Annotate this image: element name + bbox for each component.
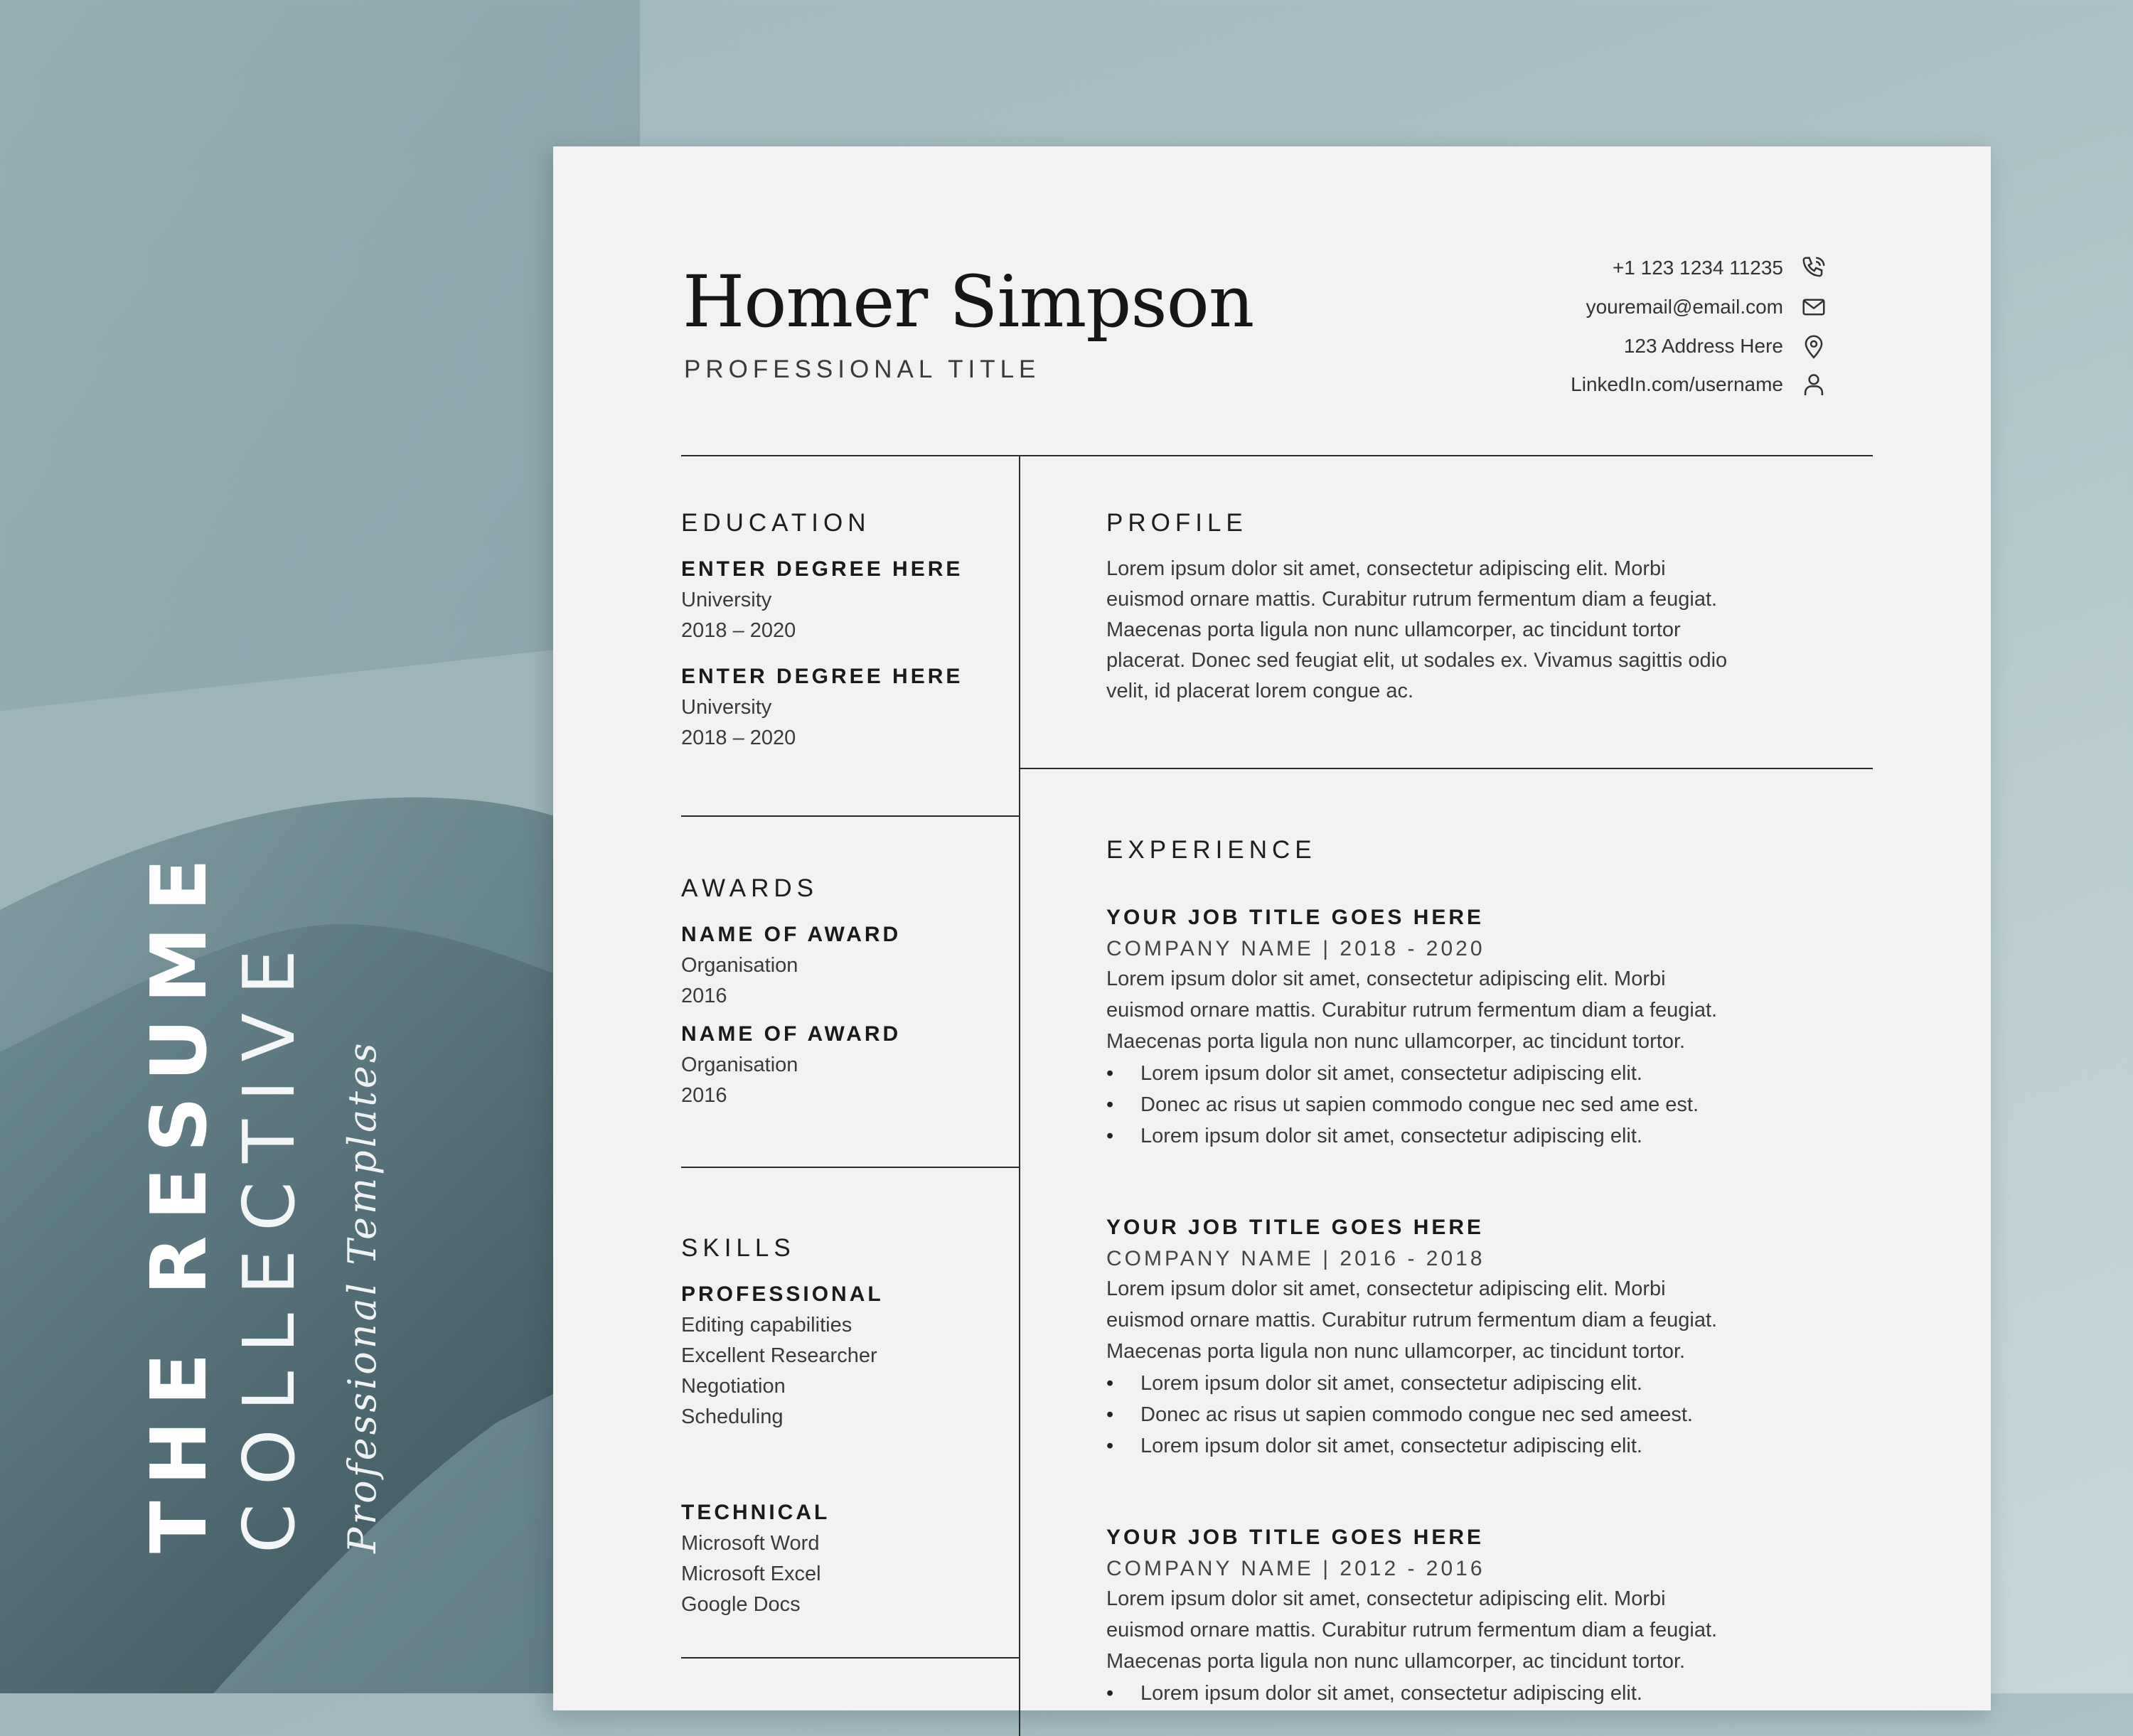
award-name: NAME OF AWARD: [681, 1022, 902, 1046]
award-org: Organisation: [681, 1054, 798, 1076]
job-title: YOUR JOB TITLE GOES HERE: [1106, 1216, 1485, 1239]
job-desc-line: Lorem ipsum dolor sit amet, consectetur adipiscing elit. Morbi: [1106, 1587, 1666, 1610]
skill-item: Google Docs: [681, 1593, 801, 1616]
brand-the-resume: THE RESUME: [135, 842, 224, 1553]
profile-heading: PROFILE: [1106, 509, 1248, 537]
award-year: 2016: [681, 1084, 727, 1107]
skill-item: Scheduling: [681, 1405, 784, 1428]
job-bullet: • Lorem ipsum dolor sit amet, consectetur adipiscing elit.: [1140, 1125, 1642, 1148]
job-desc-line: Maecenas porta ligula non nunc ullamcorper, ac tincidunt tortor.: [1106, 1030, 1686, 1053]
profile-divider: [1020, 768, 1873, 769]
job-company: COMPANY NAME | 2016 - 2018: [1106, 1247, 1485, 1270]
location-pin-icon: [1800, 333, 1827, 360]
skills-divider: [681, 1657, 1020, 1659]
job-title: YOUR JOB TITLE GOES HERE: [1106, 1526, 1485, 1549]
column-divider: [1019, 456, 1020, 1736]
job-bullet: • Lorem ipsum dolor sit amet, consectetur adipiscing elit.: [1140, 1682, 1642, 1705]
education-degree: ENTER DEGREE HERE: [681, 557, 963, 581]
education-divider: [681, 815, 1020, 817]
profile-line: velit, id placerat lorem congue ac.: [1106, 680, 1413, 702]
profile-line: placerat. Donec sed feugiat elit, ut sodales ex. Vivamus sagittis odio: [1106, 649, 1728, 672]
skill-item: Editing capabilities: [681, 1314, 852, 1336]
award-name: NAME OF AWARD: [681, 923, 902, 946]
job-company: COMPANY NAME | 2012 - 2016: [1106, 1557, 1485, 1580]
skill-item: Negotiation: [681, 1375, 786, 1398]
experience-heading: EXPERIENCE: [1106, 836, 1317, 864]
job-bullet: • Donec ac risus ut sapien commodo congue nec sed ame est.: [1140, 1093, 1699, 1117]
contact-email: [1586, 294, 1827, 321]
job-title: YOUR JOB TITLE GOES HERE: [1106, 906, 1485, 929]
resume-page: [553, 146, 1991, 1710]
job-bullet: • Donec ac risus ut sapien commodo congue nec sed ameest.: [1140, 1403, 1693, 1427]
contact-address: [1624, 333, 1827, 360]
job-desc-line: Maecenas porta ligula non nunc ullamcorper, ac tincidunt tortor.: [1106, 1340, 1686, 1363]
job-desc-line: Maecenas porta ligula non nunc ullamcorper, ac tincidunt tortor.: [1106, 1650, 1686, 1673]
linkedin-text: LinkedIn.com/username: [1571, 373, 1783, 395]
education-heading: EDUCATION: [681, 509, 871, 537]
profile-line: euismod ornare mattis. Curabitur rutrum fermentum diam a feugiat.: [1106, 588, 1718, 611]
job-desc-line: Lorem ipsum dolor sit amet, consectetur adipiscing elit. Morbi: [1106, 1277, 1666, 1300]
contact-phone: [1613, 254, 1827, 282]
address-text: 123 Address Here: [1623, 335, 1783, 357]
education-degree: ENTER DEGREE HERE: [681, 665, 963, 688]
email-text: youremail@email.com: [1586, 296, 1783, 318]
person-icon: [1800, 371, 1827, 398]
job-bullet: • Lorem ipsum dolor sit amet, consectetur adipiscing elit.: [1140, 1372, 1642, 1395]
job-desc-line: euismod ornare mattis. Curabitur rutrum fermentum diam a feugiat.: [1106, 999, 1718, 1022]
job-desc-line: euismod ornare mattis. Curabitur rutrum fermentum diam a feugiat.: [1106, 1309, 1718, 1332]
phone-text: +1 123 1234 11235: [1612, 257, 1783, 279]
brand-collective: COLLECTIVE: [228, 931, 311, 1553]
email-icon: [1800, 294, 1827, 321]
education-school: University: [681, 589, 772, 611]
phone-icon: [1800, 254, 1827, 282]
job-bullet: • Lorem ipsum dolor sit amet, consectetur adipiscing elit.: [1140, 1062, 1642, 1086]
skill-item: Excellent Researcher: [681, 1344, 877, 1367]
job-desc-line: Lorem ipsum dolor sit amet, consectetur adipiscing elit. Morbi: [1106, 968, 1666, 990]
header-divider: [681, 455, 1873, 456]
skill-item: Microsoft Word: [681, 1532, 820, 1555]
education-years: 2018 – 2020: [681, 727, 796, 749]
skills-professional-label: PROFESSIONAL: [681, 1282, 884, 1306]
award-year: 2016: [681, 985, 727, 1007]
resume-name: Homer Simpson: [683, 260, 1254, 343]
skills-heading: SKILLS: [681, 1234, 796, 1262]
awards-divider: [681, 1167, 1020, 1168]
award-org: Organisation: [681, 954, 798, 977]
skill-item: Microsoft Excel: [681, 1563, 821, 1585]
skills-technical-label: TECHNICAL: [681, 1501, 830, 1524]
profile-line: Maecenas porta ligula non nunc ullamcorper, ac tincidunt tortor: [1106, 618, 1681, 641]
professional-title: PROFESSIONAL TITLE: [684, 355, 1041, 383]
contact-linkedin: [1571, 371, 1827, 398]
education-school: University: [681, 696, 772, 719]
brand-tagline: Professional Templates: [340, 1040, 385, 1553]
job-company: COMPANY NAME | 2018 - 2020: [1106, 937, 1485, 960]
job-desc-line: euismod ornare mattis. Curabitur rutrum fermentum diam a feugiat.: [1106, 1619, 1718, 1641]
education-years: 2018 – 2020: [681, 619, 796, 642]
profile-line: Lorem ipsum dolor sit amet, consectetur adipiscing elit. Morbi: [1106, 557, 1666, 580]
job-bullet: • Lorem ipsum dolor sit amet, consectetur adipiscing elit.: [1140, 1435, 1642, 1458]
awards-heading: AWARDS: [681, 874, 819, 902]
